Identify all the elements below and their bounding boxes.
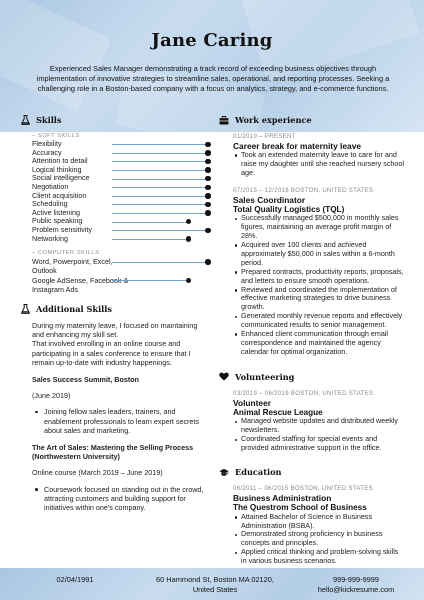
computer-skills-label: – COMPUTER SKILLS	[32, 250, 100, 257]
job-date: 07/2015 – 12/2018 BOSTON, UNITED STATES	[233, 186, 374, 194]
skill-bar-track	[112, 262, 208, 263]
skill-level-dot	[205, 202, 211, 208]
additional-intro-2: That involved enrolling in an online course and participating in a sales conference to ensure that I remain up-to-date with industry happenings.	[32, 339, 191, 367]
skill-name: Logical thinking	[32, 164, 82, 174]
right-column	[219, 114, 405, 566]
heart-icon	[219, 372, 229, 382]
computer-skills-list	[20, 257, 210, 294]
work-heading	[219, 114, 405, 126]
footer-address-line1: 60 Hammond St, Boston MA 02120,	[156, 575, 274, 584]
skill-bar-track	[112, 153, 208, 154]
skill-name: Public speaking	[32, 216, 83, 226]
summit-title: Sales Success Summit, Boston	[32, 374, 140, 384]
skill-level-dot	[186, 219, 192, 225]
flask-icon	[20, 304, 30, 314]
job-bullets	[233, 214, 405, 357]
bullet-item: Coordinated staffing for special events and provided administrative support in the office.	[233, 435, 405, 453]
job-title: Sales Coordinator	[233, 194, 306, 205]
soft-skills-label: – SOFT SKILLS	[32, 133, 80, 139]
computer-skill-name: Word, Powerpoint, Excel, Outlook	[32, 257, 113, 276]
skill-level-dot	[205, 150, 211, 156]
work-title: Work experience	[235, 115, 312, 125]
skill-bar-track	[112, 161, 208, 162]
additional-skills-heading	[20, 303, 210, 315]
skill-level-dot	[205, 159, 211, 165]
job-date: 01/2019 – PRESENT	[233, 133, 296, 140]
volunteering-heading	[219, 371, 405, 383]
skills-heading	[20, 114, 210, 126]
skill-bar-track	[112, 144, 208, 145]
skill-bar-track	[112, 239, 189, 240]
skill-bar-track	[112, 179, 208, 180]
footer-contact	[306, 575, 406, 595]
additional-intro: During my maternity leave, I focused on maintaining and enhancing my skill set.	[32, 320, 198, 340]
volunteering-date: 03/2019 – 06/2019 BOSTON, UNITED STATES	[233, 389, 374, 397]
education-degree: Business Administration	[233, 493, 332, 504]
skill-name: Social intelligence	[32, 173, 90, 183]
job-entry	[219, 186, 405, 357]
skill-row	[32, 235, 210, 244]
candidate-name: Jane Caring	[151, 30, 273, 51]
job-company: Total Quality Logistics (TQL)	[233, 204, 345, 214]
additional-skills-title: Additional Skills	[36, 303, 113, 314]
bullet-item: Attained Bachelor of Science in Business Administration (BSBA).	[233, 513, 405, 531]
skill-bar-track	[112, 170, 208, 171]
education-date: 06/2011 – 06/2015 BOSTON, UNITED STATES	[233, 485, 373, 493]
bullet-item: Applied critical thinking and problem-solving skills in various business scenarios.	[233, 548, 405, 566]
bullet-item: Demonstrated strong proficiency in business concepts and principles.	[233, 530, 405, 548]
skill-bar-track	[112, 222, 189, 223]
footer-address	[140, 575, 290, 595]
skill-level-dot	[205, 185, 211, 191]
skills-title: Skills	[36, 115, 62, 125]
education-school: The Questrom School of Business	[233, 503, 367, 513]
bullet-item: Took an extended maternity leave to care for and raise my daughter until she reached nursery school age.	[233, 151, 405, 178]
skill-level-dot	[205, 142, 211, 148]
skill-level-dot	[205, 176, 211, 182]
education-bullets	[233, 513, 405, 566]
bullet-item: Generated monthly revenue reports and effectively communicated results to senior management.	[233, 312, 405, 330]
summit-bullets	[32, 407, 210, 435]
education-heading	[219, 466, 405, 478]
job-entry	[219, 132, 405, 178]
skill-bar-track	[112, 196, 208, 197]
skill-name: Negotiation	[32, 181, 69, 191]
skill-bar-track	[112, 230, 208, 231]
volunteering-role: Volunteer	[233, 397, 272, 408]
skill-name: Scheduling	[32, 199, 68, 209]
skill-bar-track	[112, 280, 189, 281]
skill-level-dot	[186, 236, 192, 242]
course-title: The Art of Sales: Mastering the Selling Process (Northwestern University)	[32, 442, 194, 462]
bullet-item: Prepared contracts, productivity reports, proposals, and letters to ensure smooth operations.	[233, 268, 405, 286]
bullet-item: Enhanced client communication through email correspondence and maintained the agency calendar for optimal organization.	[233, 330, 405, 357]
bullet-item: Successfully managed $500,000 in monthly sales figures, maintaining an average profit margin of 28%.	[233, 214, 405, 241]
course-date: Online course (March 2019 – June 2019)	[32, 468, 163, 478]
bullet-item: Reviewed and coordinated the implementation of effective marketing strategies to drive business growth.	[233, 286, 405, 313]
skill-name: Flexibility	[32, 139, 62, 148]
work-jobs	[219, 132, 405, 357]
bullet-item: Joining fellow sales leaders, trainers, and enablement professionals to learn expert secrets about sales and marketing.	[32, 407, 210, 435]
skill-bar-track	[112, 187, 208, 188]
bullet-item: Acquired over 100 clients and achieved approximately $50,000 in sales within a 6-month period.	[233, 241, 405, 268]
skill-name: Networking	[32, 233, 68, 243]
computer-skill-row	[32, 257, 210, 275]
profile-summary: Experienced Sales Manager demonstrating a track record of exceeding business objectives through implementation of innovative strategies to streamline sales, operational, and reporting processes. Seeking a challenging role in a Boston-based company with a focus on analytics, strategy, and e-commerce functions.	[36, 64, 390, 93]
job-title: Career break for maternity leave	[233, 141, 362, 151]
course-bullets	[32, 485, 210, 513]
education-title: Education	[235, 467, 282, 478]
volunteering-org: Animal Rescue League	[233, 407, 323, 417]
skill-bar-track	[112, 213, 208, 214]
left-column	[20, 114, 210, 512]
skill-name: Accuracy	[32, 147, 62, 157]
bullet-item: Managed website updates and distributed weekly newsletters.	[233, 417, 405, 435]
computer-skill-row	[32, 276, 210, 294]
volunteering-bullets	[233, 417, 405, 453]
skill-level-dot	[205, 228, 211, 234]
computer-skill-name: Google AdSense, Facebook & Instagram Ads	[32, 275, 129, 294]
footer-email[interactable]: hello@kickresume.com	[317, 585, 395, 594]
header-banner	[0, 0, 424, 132]
skill-level-dot	[205, 167, 211, 173]
banner-facet	[0, 0, 111, 112]
briefcase-icon	[219, 115, 229, 125]
skill-level-dot	[205, 210, 211, 216]
skill-level-dot	[205, 259, 211, 265]
volunteering-title: Volunteering	[235, 371, 295, 382]
flask-icon	[20, 115, 30, 125]
graduation-cap-icon	[219, 467, 229, 477]
footer-banner	[0, 568, 424, 600]
skill-name: Problem sensitivity	[32, 224, 92, 234]
footer-phone: 999-999-9999	[332, 575, 380, 584]
skill-level-dot	[205, 193, 211, 199]
summit-date: (June 2019)	[32, 391, 71, 401]
skill-level-dot	[186, 278, 192, 284]
soft-skills-list	[20, 140, 210, 243]
skill-name: Active listening	[32, 207, 80, 217]
skill-name: Client acquisition	[32, 190, 87, 200]
footer-address-line2: United States	[192, 585, 238, 594]
job-bullets	[233, 151, 405, 178]
bullet-item: Coursework focused on standing out in the crowd, attracting customers and building support for initiatives within one's company.	[32, 485, 210, 513]
footer-dob: 02/04/1991	[56, 575, 94, 584]
skill-name: Attention to detail	[32, 156, 88, 166]
skill-bar-track	[112, 204, 208, 205]
